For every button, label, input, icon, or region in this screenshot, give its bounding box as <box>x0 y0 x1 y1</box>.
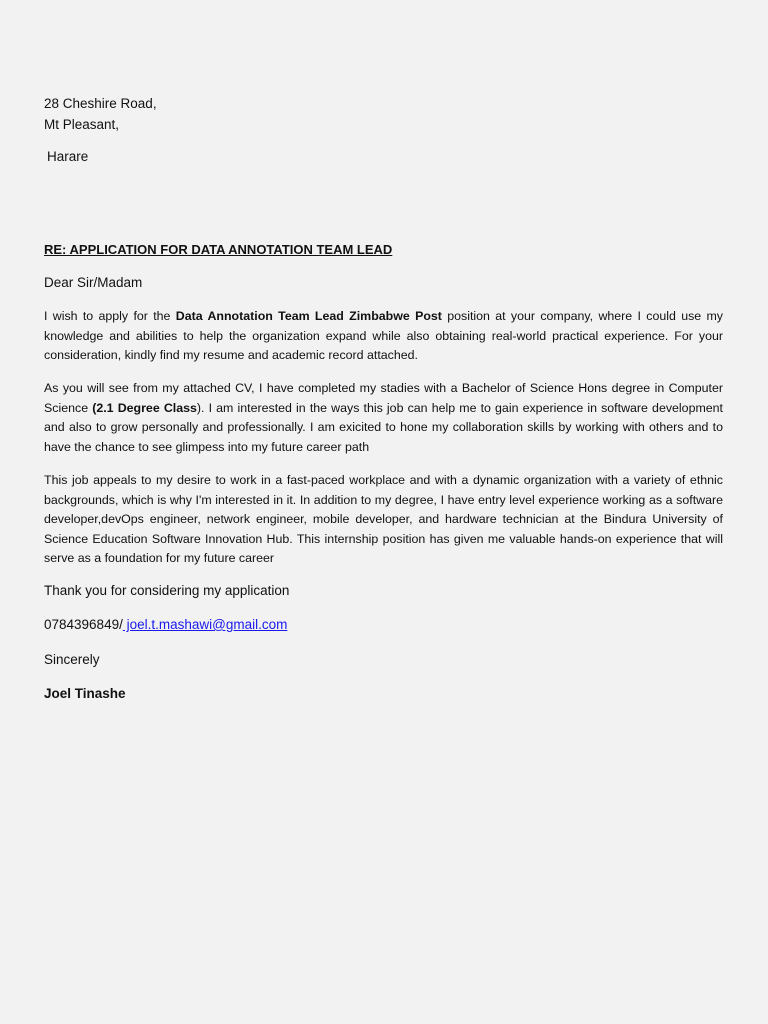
paragraph-education-after: ). I am interested in the ways this job can help me to gain experience in software development and also to grow personally and professionally. I am exicited to hone my collaboration skills by working with others and to have the chance to see glimpess into my future career path <box>44 400 724 454</box>
address-line-suburb: Mt Pleasant, <box>44 117 120 132</box>
signature-name: Joel Tinashe <box>44 686 126 701</box>
salutation: Dear Sir/Madam <box>44 275 143 290</box>
paragraph-intro-before: I wish to apply for the <box>44 309 176 323</box>
paragraph-education <box>44 379 723 457</box>
position-title: Data Annotation Team Lead Zimbabwe Post <box>175 309 442 323</box>
degree-class: (2.1 Degree Class <box>92 400 197 415</box>
letter-subject: RE: APPLICATION FOR DATA ANNOTATION TEAM LEAD <box>44 242 393 257</box>
thanks-line: Thank you for considering my application <box>44 583 290 598</box>
phone-number: 0784396849/ <box>44 617 123 632</box>
paragraph-intro-after: position at your company, where I could use my knowledge and abilities to help the organization expand while also obtaining real-world practical experience. For your consideration, kindly find my resume and academic record attached. <box>44 309 724 362</box>
address-line-street: 28 Cheshire Road, <box>44 96 157 111</box>
sender-address <box>44 93 157 167</box>
paragraph-education-before: As you will see from my attached CV, I have completed my stadies with a Bachelor of Science Hons degree in Computer Science <box>44 381 723 415</box>
email-link[interactable]: joel.t.mashawi@gmail.com <box>122 617 288 632</box>
address-line-city: Harare <box>47 149 89 164</box>
paragraph-intro <box>44 307 723 366</box>
paragraph-experience: This job appeals to my desire to work in a fast-paced workplace and with a dynamic organization with a variety of ethnic backgrounds, which is why I'm interested in it. In addition to my degree, I have entry level experience working as a software developer,devOps engineer, network engineer, mobile developer, and hardware technician at the Bindura University of Science Education Software Innovation Hub. This internship position has given me valuable hands-on experience that will serve as a foundation for my future career <box>44 473 723 565</box>
closing: Sincerely <box>44 652 100 667</box>
contact-line <box>44 617 287 632</box>
